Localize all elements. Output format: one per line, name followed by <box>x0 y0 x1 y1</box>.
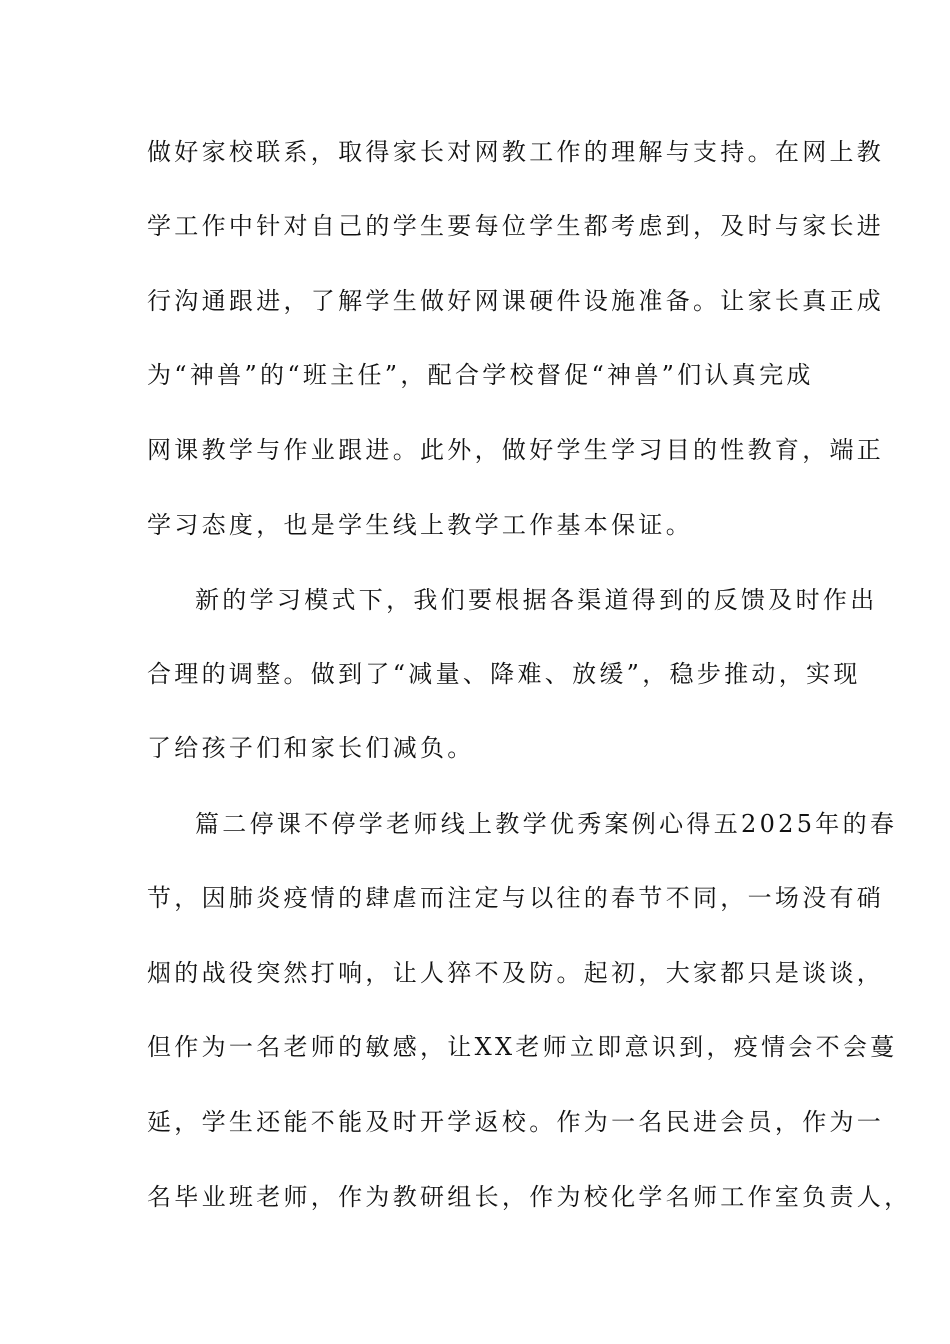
paragraph-first-line: 篇二停课不停学老师线上教学优秀案例心得五2025年的春 <box>195 810 898 838</box>
text-line: 延，学生还能不能及时开学返校。作为一名民进会员，作为一 <box>147 1108 885 1136</box>
text-line: 了给孩子们和家长们减负。 <box>147 734 475 762</box>
paragraph-first-line: 新的学习模式下，我们要根据各渠道得到的反馈及时作出 <box>195 586 878 614</box>
text-line: 合理的调整。做到了“减量、降难、放缓”，稳步推动，实现 <box>147 660 861 688</box>
text-line: 烟的战役突然打响，让人猝不及防。起初，大家都只是谈谈， <box>147 959 885 987</box>
text-line: 名毕业班老师，作为教研组长，作为校化学名师工作室负责人， <box>147 1183 912 1211</box>
text-line: 学习态度，也是学生线上教学工作基本保证。 <box>147 511 693 539</box>
text-line: 做好家校联系，取得家长对网教工作的理解与支持。在网上教 <box>147 138 885 166</box>
text-line: 行沟通跟进，了解学生做好网课硬件设施准备。让家长真正成 <box>147 287 885 315</box>
text-line: 网课教学与作业跟进。此外，做好学生学习目的性教育，端正 <box>147 436 885 464</box>
text-line: 学工作中针对自己的学生要每位学生都考虑到，及时与家长进 <box>147 212 885 240</box>
text-line: 为“神兽”的“班主任”，配合学校督促“神兽”们认真完成 <box>147 361 814 389</box>
text-line: 节，因肺炎疫情的肆虐而注定与以往的春节不同，一场没有硝 <box>147 884 885 912</box>
text-line: 但作为一名老师的敏感，让XX老师立即意识到，疫情会不会蔓 <box>147 1033 898 1061</box>
